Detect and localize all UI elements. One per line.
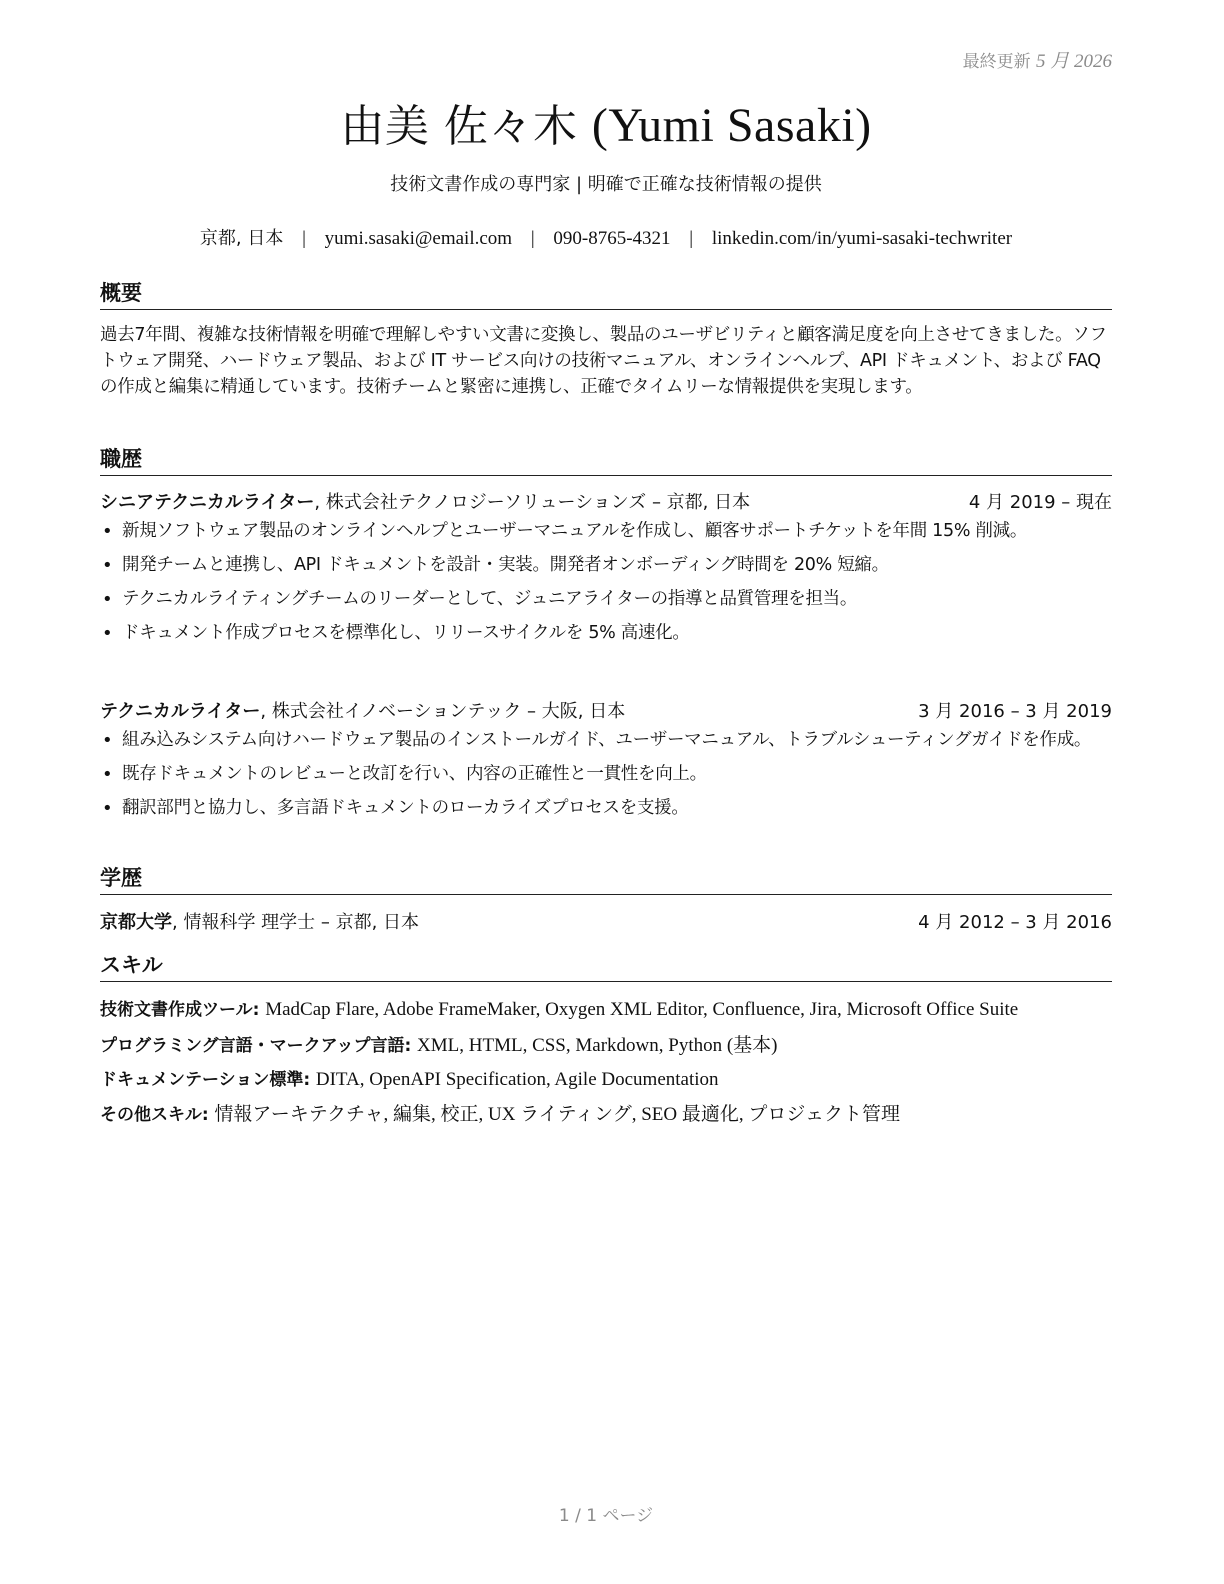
skill-value: 情報アーキテクチャ, 編集, 校正, UX ライティング, SEO 最適化, プロジェクト管理	[214, 1104, 900, 1125]
contact-separator: |	[530, 228, 535, 249]
job-title: テクニカルライター	[100, 701, 261, 722]
contact-linkedin-link[interactable]: linkedin.com/in/yumi-sasaki-techwriter	[711, 228, 1013, 249]
tagline: 技術文書作成の専門家 | 明確で正確な技術情報の提供	[390, 174, 822, 195]
skill-row	[100, 1030, 1112, 1056]
last-updated-date: 5 月 2026	[1035, 51, 1112, 72]
job-org: , 株式会社イノベーションテック – 大阪, 日本	[260, 701, 626, 722]
list-item: • 新規ソフトウェア製品のオンラインヘルプとユーザーマニュアルを作成し、顧客サポートチケットを年間 15% 削減。	[100, 519, 1112, 544]
job-dates: 4 月 2019 – 現在	[968, 492, 1112, 513]
contact-email-link[interactable]: yumi.sasaki@email.com	[324, 228, 513, 249]
job-org: , 株式会社テクノロジーソリューションズ – 京都, 日本	[314, 492, 751, 513]
contact-separator: |	[302, 228, 306, 249]
experience-heading: 職歴	[100, 443, 1112, 476]
list-item: • 翻訳部門と協力し、多言語ドキュメントのローカライズプロセスを支援。	[100, 796, 1112, 821]
list-item: • 組み込みシステム向けハードウェア製品のインストールガイド、ユーザーマニュアル、トラブルシューティングガイドを作成。	[100, 728, 1112, 753]
list-item: • テクニカルライティングチームのリーダーとして、ジュニアライターの指導と品質管理を担当。	[100, 587, 1112, 612]
job-dates: 3 月 2016 – 3 月 2019	[918, 701, 1112, 722]
summary-heading: 概要	[100, 277, 1112, 310]
job-title: シニアテクニカルライター	[100, 492, 315, 513]
education-heading: 学歴	[100, 862, 1112, 895]
skill-label: その他スキル:	[100, 1105, 209, 1125]
name-latin: (Yumi Sasaki)	[591, 99, 872, 152]
job-header	[100, 488, 1112, 514]
school-name: 京都大学	[100, 912, 172, 933]
skill-value: DITA, OpenAPI Specification, Agile Documentation	[315, 1069, 719, 1090]
education-dates: 4 月 2012 – 3 月 2016	[918, 912, 1112, 933]
contact-phone: 090-8765-4321	[553, 228, 671, 249]
contact-separator: |	[689, 228, 694, 249]
job-bullets	[100, 519, 1112, 655]
job-bullets	[100, 728, 1112, 830]
last-updated	[963, 46, 1112, 73]
resume-page	[100, 0, 1112, 1584]
skill-label: プログラミング言語・マークアップ言語:	[100, 1036, 412, 1056]
name-japanese: 由美 佐々木	[340, 101, 578, 152]
skills-heading: スキル	[100, 949, 1112, 982]
skill-label: 技術文書作成ツール:	[100, 1000, 260, 1020]
job-header	[100, 697, 1112, 723]
list-item: • 既存ドキュメントのレビューと改訂を行い、内容の正確性と一貫性を向上。	[100, 762, 1112, 787]
summary-text: 過去7年間、複雑な技術情報を明確で理解しやすい文書に変換し、製品のユーザビリティと顧客満足度を向上させてきました。ソフトウェア開発、ハードウェア製品、および IT サービス向けの技術マニュアル、オンラインヘルプ、API ドキュメント、および FAQ の作成と編集に精通しています。技術チームと緊密に連携し、正確でタイムリーな情報提供を実現します。	[100, 325, 1107, 397]
degree-detail: , 情報科学 理学士 – 京都, 日本	[172, 912, 420, 933]
skill-row	[100, 1099, 1112, 1125]
last-updated-label: 最終更新	[962, 52, 1031, 72]
skill-label: ドキュメンテーション標準:	[100, 1070, 311, 1090]
candidate-name	[100, 90, 1112, 154]
contact-line	[60, 224, 1152, 250]
education-entry	[100, 908, 1112, 934]
list-item: • ドキュメント作成プロセスを標準化し、リリースサイクルを 5% 高速化。	[100, 621, 1112, 646]
skill-value: XML, HTML, CSS, Markdown, Python (基本)	[417, 1035, 778, 1056]
contact-location: 京都, 日本	[199, 228, 284, 249]
list-item: • 開発チームと連携し、API ドキュメントを設計・実装。開発者オンボーディング時間を 20% 短縮。	[100, 553, 1112, 578]
skill-row	[100, 995, 1112, 1021]
page-number: 1 / 1 ページ	[558, 1506, 654, 1526]
skill-value: MadCap Flare, Adobe FrameMaker, Oxygen XML Editor, Confluence, Jira, Microsoft Office Suite	[265, 999, 1019, 1020]
skill-row	[100, 1065, 1112, 1091]
